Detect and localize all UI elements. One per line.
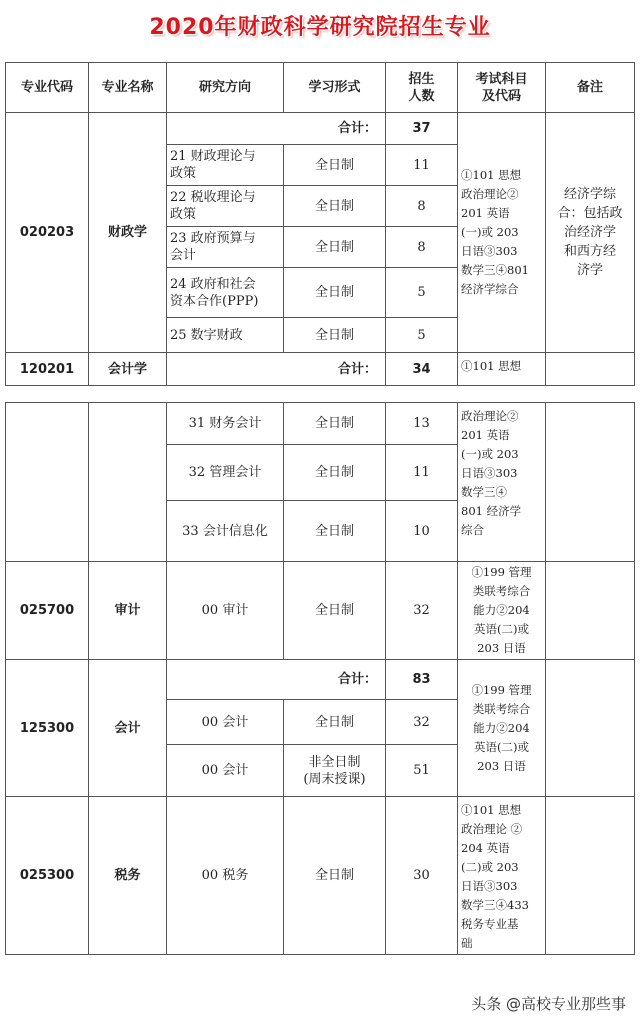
exam-subjects: ①199 管理 类联考综合 能力②204 英语(二)或 203 日语 (458, 660, 546, 797)
exam-subjects: ①101 思想 政治理论② 201 英语 (一)或 203 日语③303 数学三④801 经济学综合 (458, 113, 546, 353)
mode-cell: 全日制 (284, 700, 386, 745)
mode-cell: 全日制 (284, 501, 386, 562)
direction-cell: 21 财政理论与 政策 (167, 145, 284, 186)
header-mode: 学习形式 (284, 63, 386, 113)
exam-subjects: ①101 思想 政治理论 ② 204 英语 (二)或 203 日语③303 数学三④433 税务专业基 础 (458, 797, 546, 955)
enrollment-table-part2 (5, 402, 635, 955)
header-exam: 考试科目 及代码 (458, 63, 546, 113)
quota-cell: 11 (386, 145, 458, 186)
mode-cell: 全日制 (284, 445, 386, 501)
table-row (6, 660, 635, 700)
mode-cell: 全日制 (284, 268, 386, 318)
mode-cell: 非全日制 (周末授课) (284, 745, 386, 797)
major-code: 020203 (6, 113, 89, 353)
major-code: 120201 (6, 353, 89, 386)
total-label: 合计： (167, 113, 386, 145)
direction-cell: 00 税务 (167, 797, 284, 955)
remark (546, 353, 635, 386)
mode-cell: 全日制 (284, 318, 386, 353)
quota-cell: 13 (386, 403, 458, 445)
header-row (6, 63, 635, 113)
major-code: 125300 (6, 660, 89, 797)
major-name: 财政学 (89, 113, 167, 353)
remark (546, 797, 635, 955)
direction-cell: 22 税收理论与 政策 (167, 186, 284, 227)
remark (546, 403, 635, 562)
direction-cell: 00 会计 (167, 745, 284, 797)
direction-cell: 00 审计 (167, 562, 284, 660)
direction-cell: 33 会计信息化 (167, 501, 284, 562)
direction-cell: 25 数字财政 (167, 318, 284, 353)
major-name: 审计 (89, 562, 167, 660)
major-code: 025300 (6, 797, 89, 955)
mode-cell: 全日制 (284, 186, 386, 227)
direction-cell: 00 会计 (167, 700, 284, 745)
total-label: 合计： (167, 353, 386, 386)
table-row (6, 113, 635, 145)
quota-cell: 10 (386, 501, 458, 562)
mode-cell: 全日制 (284, 403, 386, 445)
quota-cell: 5 (386, 268, 458, 318)
major-name: 税务 (89, 797, 167, 955)
header-direction: 研究方向 (167, 63, 284, 113)
direction-cell: 23 政府预算与 会计 (167, 227, 284, 268)
quota-cell: 51 (386, 745, 458, 797)
table-row (6, 562, 635, 660)
quota-cell: 5 (386, 318, 458, 353)
table-row (6, 797, 635, 955)
direction-cell: 32 管理会计 (167, 445, 284, 501)
quota-cell: 32 (386, 700, 458, 745)
major-name (89, 403, 167, 562)
header-quota: 招生 人数 (386, 63, 458, 113)
direction-cell: 24 政府和社会 资本合作(PPP) (167, 268, 284, 318)
total-value: 83 (386, 660, 458, 700)
table-row (6, 353, 635, 386)
quota-cell: 30 (386, 797, 458, 955)
quota-cell: 8 (386, 227, 458, 268)
watermark: 头条 @高校专业那些事 (471, 995, 626, 1013)
enrollment-table-part1 (5, 62, 635, 386)
header-code: 专业代码 (6, 63, 89, 113)
remark (546, 562, 635, 660)
direction-cell: 31 财务会计 (167, 403, 284, 445)
table-row (6, 403, 635, 445)
total-value: 37 (386, 113, 458, 145)
major-name: 会计学 (89, 353, 167, 386)
total-value: 34 (386, 353, 458, 386)
header-name: 专业名称 (89, 63, 167, 113)
major-code (6, 403, 89, 562)
remark: 经济学综 合：包括政 治经济学 和西方经 济学 (546, 113, 635, 353)
exam-subjects: ①101 思想 (458, 353, 546, 386)
remark (546, 660, 635, 797)
header-note: 备注 (546, 63, 635, 113)
major-code: 025700 (6, 562, 89, 660)
mode-cell: 全日制 (284, 227, 386, 268)
quota-cell: 11 (386, 445, 458, 501)
major-name: 会计 (89, 660, 167, 797)
mode-cell: 全日制 (284, 562, 386, 660)
quota-cell: 32 (386, 562, 458, 660)
exam-subjects: 政治理论② 201 英语 (一)或 203 日语③303 数学三④ 801 经济学 综合 (458, 403, 546, 562)
mode-cell: 全日制 (284, 797, 386, 955)
quota-cell: 8 (386, 186, 458, 227)
total-label: 合计： (167, 660, 386, 700)
exam-subjects: ①199 管理 类联考综合 能力②204 英语(二)或 203 日语 (458, 562, 546, 660)
page-title: 2020年财政科学研究院招生专业 (149, 15, 491, 40)
mode-cell: 全日制 (284, 145, 386, 186)
